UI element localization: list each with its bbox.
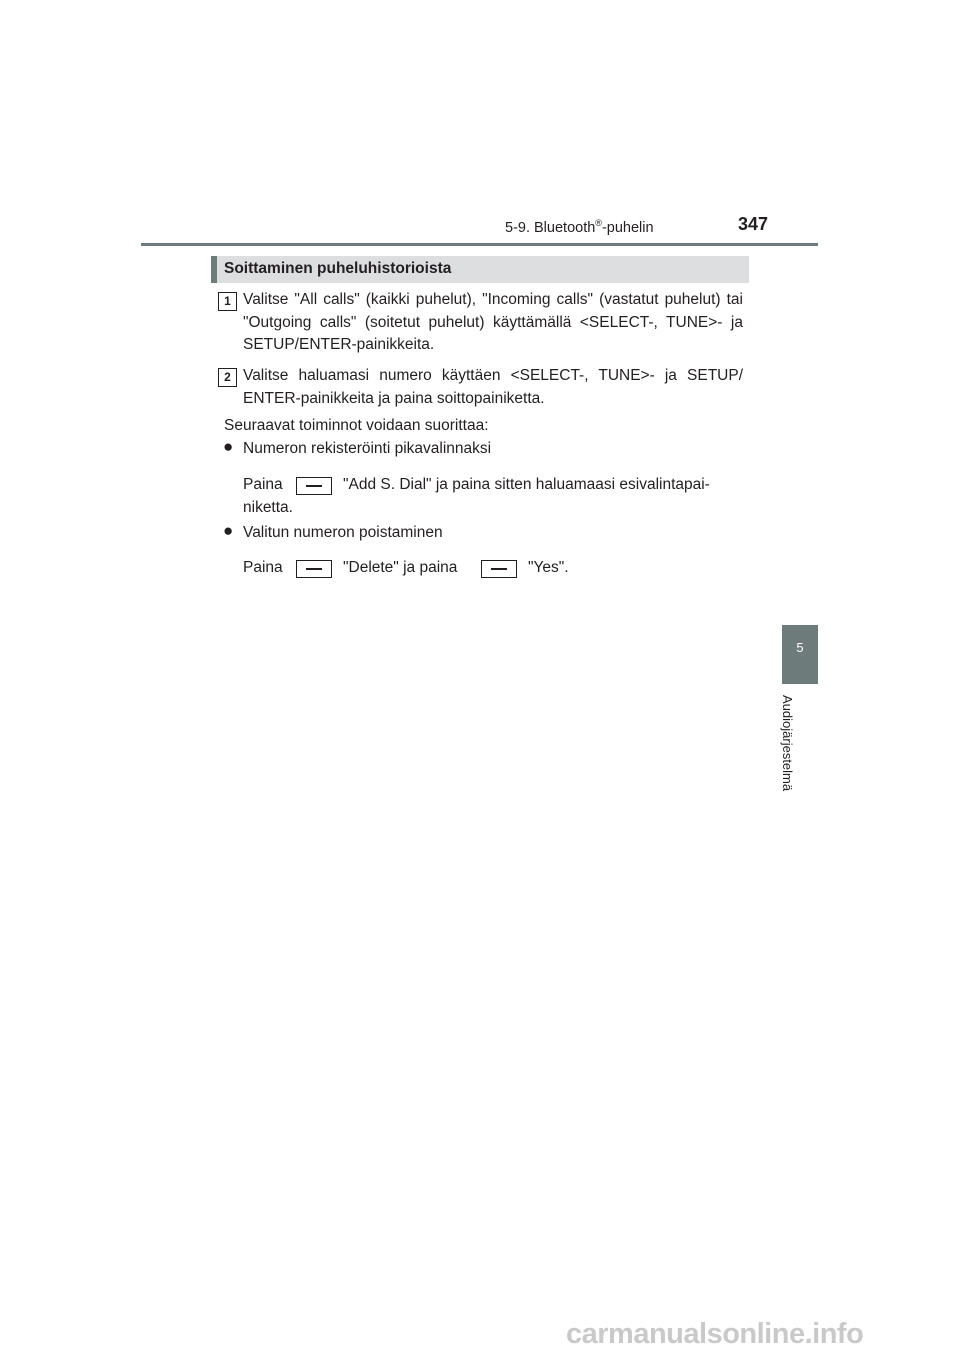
running-header bbox=[505, 218, 654, 236]
registered-mark: ® bbox=[595, 218, 602, 228]
bullet-2-instruction-end: "Yes". bbox=[528, 559, 569, 576]
bullet-2-icon: ● bbox=[223, 521, 234, 540]
chapter-label: Audiojärjestelmä bbox=[780, 695, 795, 792]
step-2-number: 2 bbox=[218, 368, 237, 387]
header-section-prefix: 5-9. Bluetooth bbox=[505, 219, 596, 236]
section-heading-bar bbox=[211, 256, 749, 283]
watermark: carmanualsonline.info bbox=[566, 1318, 864, 1350]
header-rule bbox=[141, 243, 818, 246]
bullet-1-paina: Paina bbox=[243, 476, 283, 493]
bullet-1-instruction-line1: "Add S. Dial" ja paina sitten haluamaasi esivalintapai- bbox=[343, 476, 710, 493]
bullet-1-title: Numeron rekisteröinti pikavalinnaksi bbox=[243, 440, 492, 457]
section-accent bbox=[211, 256, 217, 283]
phone-button-icon bbox=[481, 560, 517, 578]
step-2-text: Valitse haluamasi numero käyttäen <SELECT-, TUNE>- ja SETUP/ ENTER-painikkeita ja paina soittopainiketta. bbox=[243, 367, 743, 407]
bullet-2-title: Valitun numeron poistaminen bbox=[243, 524, 443, 541]
bullet-2-paina: Paina bbox=[243, 559, 283, 576]
step-1-text: Valitse "All calls" (kaikki puhelut), "Incoming calls" (vastatut puhelut) tai "Outgoing calls" (soitetut puhelut) käyttämällä <SELECT-, TUNE>- ja SETUP/ENTER-painikkeita. bbox=[243, 291, 743, 353]
chapter-number: 5 bbox=[796, 640, 804, 655]
header-section-suffix: -puhelin bbox=[601, 219, 654, 236]
phone-button-icon bbox=[296, 560, 332, 578]
bullet-1-icon: ● bbox=[223, 437, 234, 456]
section-title: Soittaminen puheluhistorioista bbox=[224, 260, 452, 277]
bullet-2-instruction-middle: "Delete" ja paina bbox=[343, 559, 458, 576]
page-number: 347 bbox=[738, 214, 769, 234]
chapter-tab bbox=[782, 625, 818, 684]
step-1-number: 1 bbox=[218, 292, 237, 311]
intro-text: Seuraavat toiminnot voidaan suorittaa: bbox=[224, 417, 489, 434]
phone-button-icon bbox=[296, 477, 332, 495]
bullet-1-instruction-line2: niketta. bbox=[243, 499, 293, 516]
